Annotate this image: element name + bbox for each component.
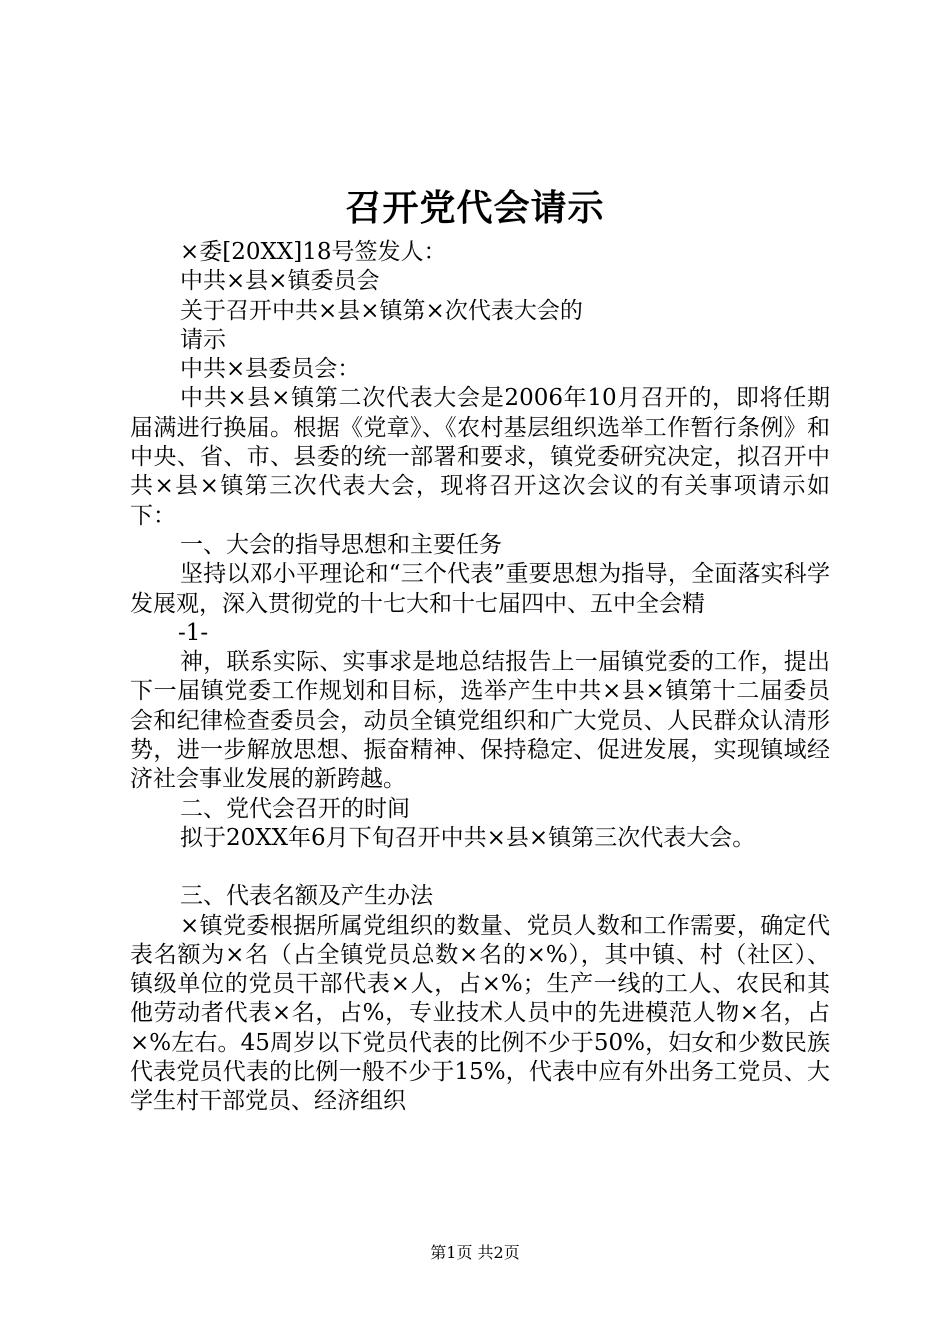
section-3-paragraph: ×镇党委根据所属党组织的数量、党员人数和工作需要，确定代表名额为×名（占全镇党员总数×名的×%），其中镇、村（社区）、镇级单位的党员干部代表×人，占×%；生产一线的工人、农民和其他劳动者代表×名，占%，专业技术人员中的先进模范人物×名，占×%左右。45周岁以下党员代表的比例不少于50%，妇女和少数民族代表党员代表的比例一般不少于15%，代表中应有外出务工党员、大学生村干部党员、经济组织 xyxy=(130,912,830,1115)
section-heading-2: 二、党代会召开的时间 xyxy=(180,795,410,822)
page-footer: 第1页 共2页 xyxy=(430,1243,520,1262)
section-heading-1: 一、大会的指导思想和主要任务 xyxy=(180,531,502,558)
blank-line xyxy=(130,853,830,882)
section-1-continuation: 神，联系实际、实事求是地总结报告上一届镇党委的工作，提出下一届镇党委工作规划和目标，选举产生中共×县×镇第十二届委员会和纪律检查委员会，动员全镇党组织和广大党员、人民群众认清形势，进一步解放思想、振奋精神、保持稳定、促进发展，实现镇域经济社会事业发展的新跨越。 xyxy=(130,649,830,793)
document-type: 请示 xyxy=(180,326,226,353)
document-number: ×委[20XX]18号签发人： xyxy=(180,239,447,265)
section-2-paragraph: 拟于20XX年6月下旬召开中共×县×镇第三次代表大会。 xyxy=(180,824,756,851)
subject-line: 关于召开中共×县×镇第×次代表大会的 xyxy=(180,297,583,324)
page-number-marker: -1- xyxy=(178,619,209,646)
recipient: 中共×县委员会： xyxy=(180,356,361,383)
intro-paragraph: 中共×县×镇第二次代表大会是2006年10月召开的，即将任期届满进行换届。根据《党章》、《农村基层组织选举工作暂行条例》和中央、省、市、县委的统一部署和要求，镇党委研究决定，拟召开中共×县×镇第三次代表大会，现将召开这次会议的有关事项请示如下： xyxy=(130,385,830,529)
issuing-committee: 中共×县×镇委员会 xyxy=(180,268,380,295)
section-heading-3: 三、代表名额及产生办法 xyxy=(180,883,433,910)
section-1-paragraph: 坚持以邓小平理论和“三个代表”重要思想为指导，全面落实科学发展观，深入贯彻党的十七大和十七届四中、五中全会精 xyxy=(130,561,830,617)
document-body xyxy=(130,238,830,1117)
document-title: 召开党代会请示 xyxy=(345,187,605,229)
